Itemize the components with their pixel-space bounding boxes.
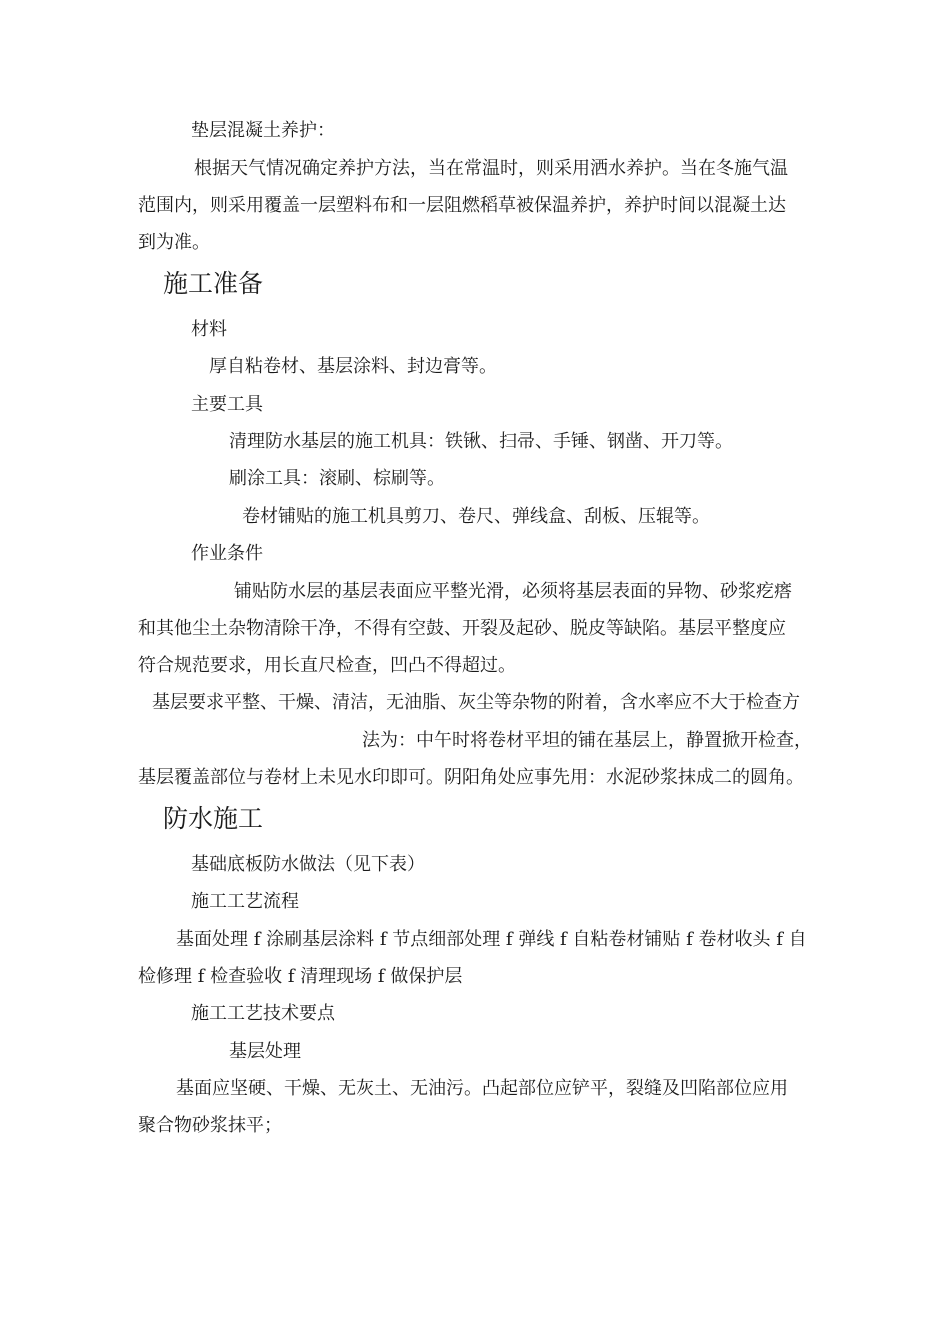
waterproof-item: 基础底板防水做法（见下表） <box>191 854 425 875</box>
tool-item: 刷涂工具：滚刷、棕刷等。 <box>229 468 445 489</box>
materials-text: 厚自粘卷材、基层涂料、封边膏等。 <box>209 356 497 377</box>
tools-title: 主要工具 <box>191 394 263 415</box>
tool-item: 卷材铺贴的施工机具剪刀、卷尺、弹线盒、刮板、压辊等。 <box>242 506 710 527</box>
base-treatment-line: 聚合物砂浆抹平； <box>138 1115 282 1136</box>
curing-title: 垫层混凝土养护： <box>191 120 335 141</box>
conditions-line: 铺贴防水层的基层表面应平整光滑，必须将基层表面的异物、砂浆疙瘩 <box>234 581 792 602</box>
conditions-title: 作业条件 <box>191 543 263 564</box>
waterproof-item: 施工工艺技术要点 <box>191 1003 335 1024</box>
curing-paragraph-line: 到为准。 <box>138 232 210 253</box>
flow-line: 基面处理 f 涂刷基层涂料 f 节点细部处理 f 弹线 f 自粘卷材铺贴 f 卷材收头 f 自 <box>176 929 807 950</box>
base-treatment-title: 基层处理 <box>229 1041 301 1062</box>
flow-line: 检修理 f 检查验收 f 清理现场 f 做保护层 <box>138 966 463 987</box>
requirements-line: 法为：中午时将卷材平坦的铺在基层上，静置掀开检查， <box>362 730 812 751</box>
prep-heading: 施工准备 <box>163 269 264 298</box>
waterproof-item: 施工工艺流程 <box>191 891 299 912</box>
tool-item: 清理防水基层的施工机具：铁锹、扫帚、手锤、钢凿、开刀等。 <box>229 431 733 452</box>
requirements-line: 基层要求平整、干燥、清洁，无油脂、灰尘等杂物的附着，含水率应不大于检查方 <box>152 692 800 713</box>
base-treatment-line: 基面应坚硬、干燥、无灰土、无油污。凸起部位应铲平，裂缝及凹陷部位应用 <box>176 1078 788 1099</box>
waterproof-heading: 防水施工 <box>163 804 264 833</box>
conditions-line: 和其他尘土杂物清除干净，不得有空鼓、开裂及起砂、脱皮等缺陷。基层平整度应 <box>138 618 786 639</box>
curing-paragraph-line: 根据天气情况确定养护方法，当在常温时，则采用洒水养护。当在冬施气温 <box>194 158 788 179</box>
materials-title: 材料 <box>191 319 227 340</box>
curing-paragraph-line: 范围内，则采用覆盖一层塑料布和一层阻燃稻草被保温养护，养护时间以混凝土达 <box>138 195 786 216</box>
requirements-line: 基层覆盖部位与卷材上未见水印即可。阴阳角处应事先用：水泥砂浆抹成二的圆角。 <box>138 767 804 788</box>
conditions-line: 符合规范要求，用长直尺检查，凹凸不得超过。 <box>138 655 516 676</box>
